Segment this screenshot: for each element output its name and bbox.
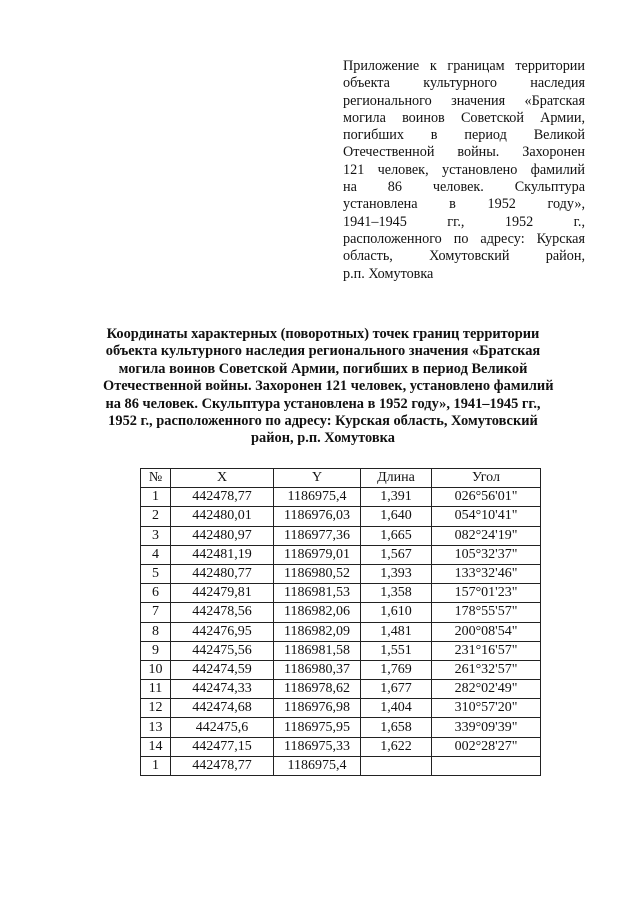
cell-number: 10 — [141, 660, 171, 679]
cell-number: 9 — [141, 641, 171, 660]
cell-length: 1,404 — [361, 699, 432, 718]
appendix-line: на 86 человек. Скульптура — [343, 179, 585, 196]
heading-line: на 86 человек. Скульптура установлена в 1952 году», 1941–1945 гг., — [105, 395, 541, 412]
cell-angle: 178°55'57" — [432, 603, 541, 622]
cell-number: 12 — [141, 699, 171, 718]
cell-x: 442475,56 — [171, 641, 274, 660]
cell-x: 442480,97 — [171, 526, 274, 545]
table-row — [141, 507, 541, 526]
cell-angle — [432, 756, 541, 775]
cell-y: 1186981,53 — [274, 584, 361, 603]
heading-line: 1952 г., расположенного по адресу: Курская область, Хомутовский — [108, 413, 538, 430]
cell-angle: 105°32'37" — [432, 545, 541, 564]
cell-x: 442480,01 — [171, 507, 274, 526]
cell-y: 1186976,98 — [274, 699, 361, 718]
column-header-number: № — [141, 469, 171, 488]
cell-number: 3 — [141, 526, 171, 545]
table-row — [141, 699, 541, 718]
cell-y: 1186975,4 — [274, 488, 361, 507]
column-header-length: Длина — [361, 469, 432, 488]
cell-x: 442481,19 — [171, 545, 274, 564]
cell-x: 442475,6 — [171, 718, 274, 737]
cell-length: 1,358 — [361, 584, 432, 603]
cell-y: 1186979,01 — [274, 545, 361, 564]
table-row — [141, 680, 541, 699]
cell-x: 442477,15 — [171, 737, 274, 756]
cell-length: 1,567 — [361, 545, 432, 564]
cell-length: 1,677 — [361, 680, 432, 699]
cell-x: 442478,77 — [171, 756, 274, 775]
cell-angle: 339°09'39" — [432, 718, 541, 737]
cell-y: 1186976,03 — [274, 507, 361, 526]
appendix-line: погибших в период Великой — [343, 127, 585, 144]
appendix-line: могила воинов Советской Армии, — [343, 109, 585, 126]
cell-x: 442479,81 — [171, 584, 274, 603]
column-header-angle: Угол — [432, 469, 541, 488]
cell-angle: 054°10'41" — [432, 507, 541, 526]
cell-number: 6 — [141, 584, 171, 603]
cell-angle: 133°32'46" — [432, 564, 541, 583]
table-header-row — [141, 469, 541, 488]
table-row — [141, 718, 541, 737]
cell-angle: 282°02'49" — [432, 680, 541, 699]
cell-x: 442474,68 — [171, 699, 274, 718]
cell-angle: 026°56'01" — [432, 488, 541, 507]
heading-line: Координаты характерных (поворотных) точек границ территории — [106, 326, 540, 342]
heading-line: объекта культурного наследия регионального значения «Братская — [105, 343, 541, 360]
cell-length: 1,622 — [361, 737, 432, 756]
cell-y: 1186978,62 — [274, 680, 361, 699]
appendix-line: установлена в 1952 году», — [343, 196, 585, 213]
table-row — [141, 641, 541, 660]
appendix-line: объекта культурного наследия — [343, 75, 585, 92]
table-row — [141, 488, 541, 507]
cell-length: 1,391 — [361, 488, 432, 507]
appendix-line: 121 человек, установлено фамилий — [343, 161, 585, 178]
table-row — [141, 526, 541, 545]
document-heading — [103, 326, 554, 448]
cell-y: 1186975,4 — [274, 756, 361, 775]
cell-number: 2 — [141, 507, 171, 526]
table-row — [141, 660, 541, 679]
table-row — [141, 756, 541, 775]
cell-angle: 200°08'54" — [432, 622, 541, 641]
cell-number: 4 — [141, 545, 171, 564]
cell-x: 442478,77 — [171, 488, 274, 507]
cell-angle: 157°01'23" — [432, 584, 541, 603]
table-body — [141, 488, 541, 776]
heading-line: могила воинов Советской Армии, погибших в период Великой — [118, 360, 528, 377]
cell-angle: 231°16'57" — [432, 641, 541, 660]
cell-y: 1186975,95 — [274, 718, 361, 737]
coordinates-table — [140, 468, 541, 776]
cell-x: 442478,56 — [171, 603, 274, 622]
cell-number: 1 — [141, 756, 171, 775]
cell-x: 442476,95 — [171, 622, 274, 641]
cell-x: 442474,33 — [171, 680, 274, 699]
cell-length: 1,665 — [361, 526, 432, 545]
cell-number: 8 — [141, 622, 171, 641]
cell-number: 7 — [141, 603, 171, 622]
cell-angle: 261°32'57" — [432, 660, 541, 679]
cell-length: 1,393 — [361, 564, 432, 583]
appendix-line: область, Хомутовский район, — [343, 248, 585, 265]
cell-number: 1 — [141, 488, 171, 507]
cell-y: 1186982,06 — [274, 603, 361, 622]
appendix-line: Отечественной войны. Захоронен — [343, 144, 585, 161]
cell-y: 1186977,36 — [274, 526, 361, 545]
cell-number: 5 — [141, 564, 171, 583]
table-row — [141, 584, 541, 603]
table-row — [141, 622, 541, 641]
cell-x: 442474,59 — [171, 660, 274, 679]
cell-y: 1186980,52 — [274, 564, 361, 583]
appendix-note — [343, 58, 585, 283]
cell-length: 1,481 — [361, 622, 432, 641]
heading-line: район, р.п. Хомутовка — [251, 430, 395, 447]
cell-angle: 002°28'27" — [432, 737, 541, 756]
cell-length: 1,658 — [361, 718, 432, 737]
cell-number: 11 — [141, 680, 171, 699]
appendix-line: расположенного по адресу: Курская — [343, 230, 585, 247]
appendix-line: 1941–1945 гг., 1952 г., — [343, 213, 585, 230]
cell-angle: 310°57'20" — [432, 699, 541, 718]
table-row — [141, 603, 541, 622]
column-header-x: X — [171, 469, 274, 488]
appendix-line: Приложение к границам территории — [343, 58, 585, 74]
cell-length: 1,640 — [361, 507, 432, 526]
table-row — [141, 545, 541, 564]
cell-y: 1186982,09 — [274, 622, 361, 641]
cell-number: 13 — [141, 718, 171, 737]
cell-length: 1,610 — [361, 603, 432, 622]
cell-x: 442480,77 — [171, 564, 274, 583]
cell-length: 1,551 — [361, 641, 432, 660]
table-row — [141, 737, 541, 756]
cell-y: 1186975,33 — [274, 737, 361, 756]
appendix-line: р.п. Хомутовка — [343, 265, 434, 282]
cell-length — [361, 756, 432, 775]
appendix-line: регионального значения «Братская — [343, 92, 585, 109]
cell-y: 1186980,37 — [274, 660, 361, 679]
cell-length: 1,769 — [361, 660, 432, 679]
cell-angle: 082°24'19" — [432, 526, 541, 545]
cell-y: 1186981,58 — [274, 641, 361, 660]
cell-number: 14 — [141, 737, 171, 756]
column-header-y: Y — [274, 469, 361, 488]
heading-line: Отечественной войны. Захоронен 121 человек, установлено фамилий — [103, 378, 554, 395]
table-row — [141, 564, 541, 583]
